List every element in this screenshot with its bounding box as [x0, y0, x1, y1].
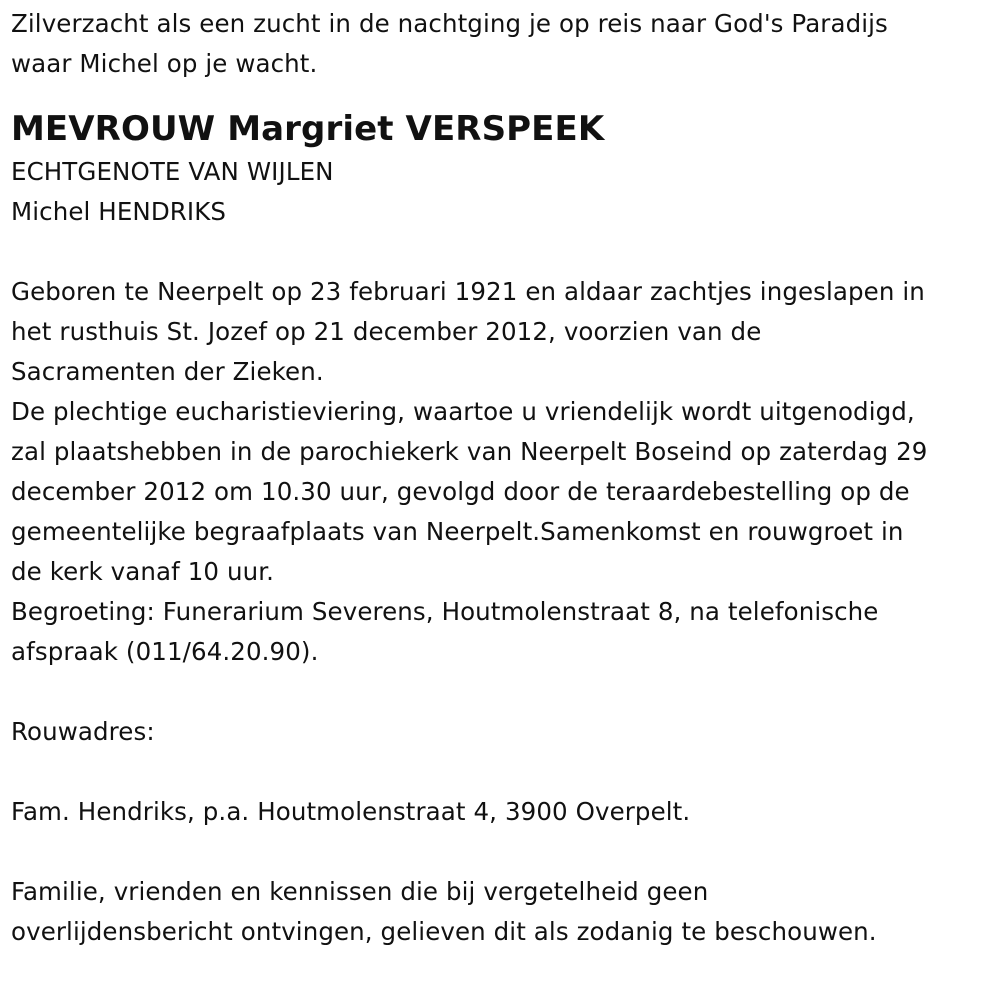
- spacer: [11, 672, 996, 712]
- obituary-notice: [11, 4, 996, 952]
- spacer: [11, 752, 996, 792]
- body-line: december 2012 om 10.30 uur, gevolgd door de teraardebestelling op de: [11, 477, 910, 506]
- address-label: Rouwadres:: [11, 717, 155, 746]
- intro-verse-line-1: Zilverzacht als een zucht in de nachtging je op reis naar God's Paradijs: [11, 9, 888, 38]
- body-line: Begroeting: Funerarium Severens, Houtmolenstraat 8, na telefonische: [11, 597, 879, 626]
- address-value: Fam. Hendriks, p.a. Houtmolenstraat 4, 3900 Overpelt.: [11, 797, 691, 826]
- relation-line-1: ECHTGENOTE VAN WIJLEN: [11, 157, 334, 186]
- announcement-body: [11, 272, 996, 672]
- body-line: het rusthuis St. Jozef op 21 december 2012, voorzien van de: [11, 317, 762, 346]
- body-line: gemeentelijke begraafplaats van Neerpelt.Samenkomst en rouwgroet in: [11, 517, 904, 546]
- spacer: [11, 832, 996, 872]
- body-line: Geboren te Neerpelt op 23 februari 1921 en aldaar zachtjes ingeslapen in: [11, 277, 925, 306]
- closing-line-2: overlijdensbericht ontvingen, gelieven dit als zodanig te beschouwen.: [11, 917, 877, 946]
- body-line: De plechtige eucharistieviering, waartoe u vriendelijk wordt uitgenodigd,: [11, 397, 915, 426]
- relation-line-2: Michel HENDRIKS: [11, 197, 227, 226]
- deceased-name: MEVROUW Margriet VERSPEEK: [11, 109, 605, 149]
- spacer: [11, 84, 996, 104]
- spacer: [11, 232, 996, 272]
- body-line: de kerk vanaf 10 uur.: [11, 557, 275, 586]
- body-line: zal plaatshebben in de parochiekerk van Neerpelt Boseind op zaterdag 29: [11, 437, 928, 466]
- intro-verse-line-2: waar Michel op je wacht.: [11, 49, 318, 78]
- body-line: afspraak (011/64.20.90).: [11, 637, 319, 666]
- closing-line-1: Familie, vrienden en kennissen die bij vergetelheid geen: [11, 877, 709, 906]
- body-line: Sacramenten der Zieken.: [11, 357, 324, 386]
